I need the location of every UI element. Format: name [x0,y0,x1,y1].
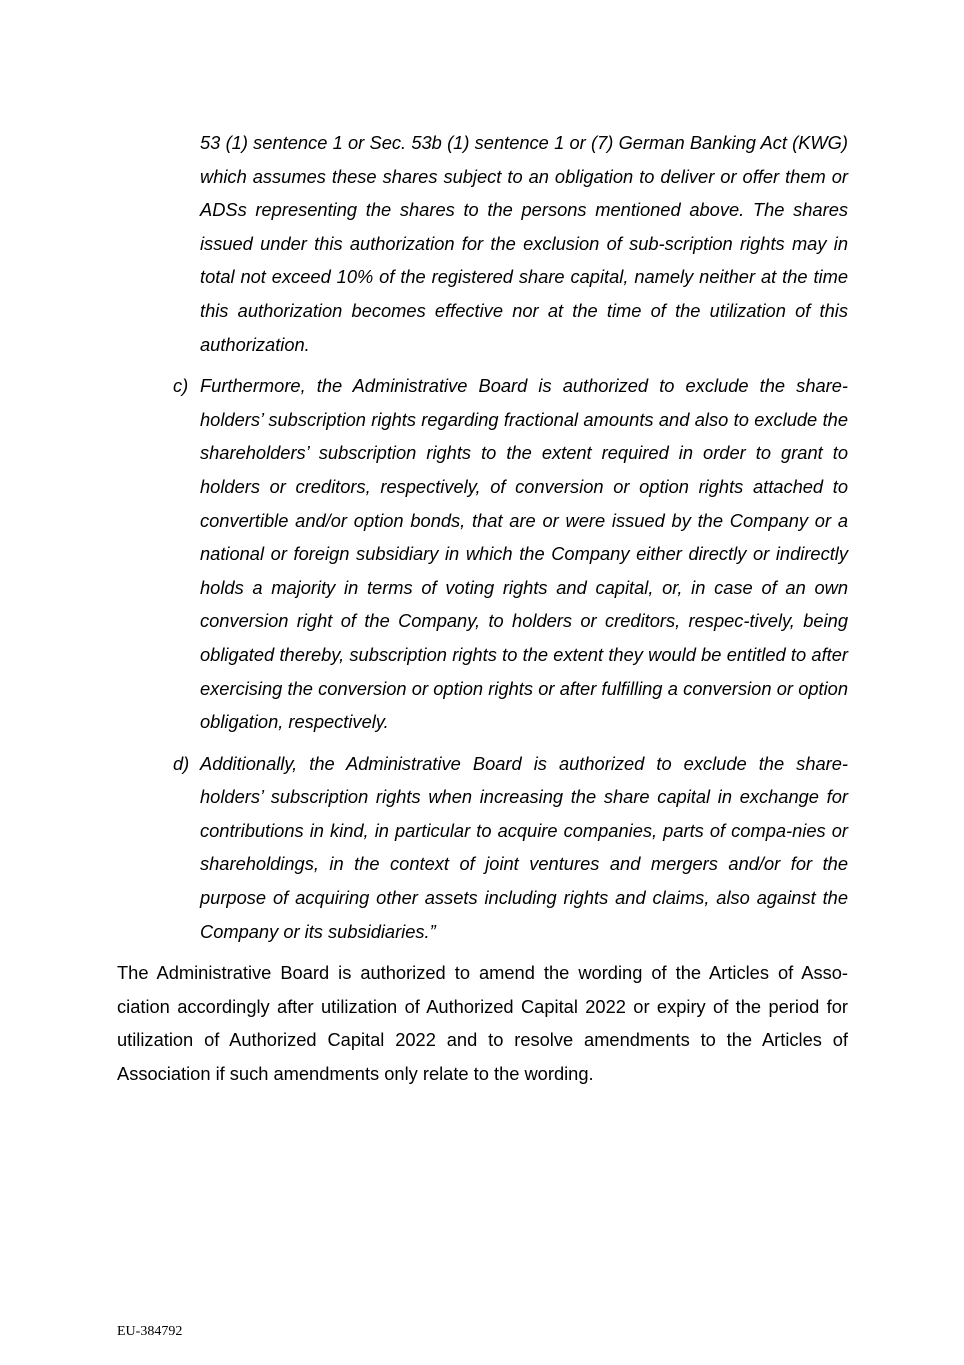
list-item-d-text: Additionally, the Administrative Board is authorized to exclude the share-holders’ subscription rights when increasing the share capital in exchange for contributions in kind, in particular to acquire companies, parts of compa-nies or shareholdings, in the context of joint ventures and mergers and/or for the purpose of acquiring other assets including rights and claims, also against the Company or its subsidiaries.” [200,752,848,942]
continuation-paragraph: 53 (1) sentence 1 or Sec. 53b (1) sentence 1 or (7) German Banking Act (KWG) which assumes these shares subject to an obligation to deliver or offer them or ADSs representing the shares to the persons mentioned above. The shares issued under this authorization for the exclusion of sub-scription rights may in total not exceed 10% of the registered share capital, namely neither at the time this authorization becomes effective nor at the time of the utilization of this authorization. [200,132,848,355]
list-marker-c: c) [173,375,189,397]
list-marker-d: d) [173,752,190,774]
closing-paragraph: The Administrative Board is authorized to amend the wording of the Articles of Asso-ciation accordingly after utilization of Authorized Capital 2022 or expiry of the period for utilization of Authorized Capital 2022 and to resolve amendments to the Articles of Association if such amendments only relate to the wording. [117,962,848,1085]
list-item-c-text: Furthermore, the Administrative Board is authorized to exclude the share-holders’ subscription rights regarding fractional amounts and also to exclude the shareholders’ subscription rights to the extent required in order to grant to holders or creditors, respectively, of conversion or option rights attached to convertible and/or option bonds, that are or were issued by the Company or a national or foreign subsidiary in which the Company either directly or indirectly holds a majority in terms of voting rights and capital, or, in case of an own conversion right of the Company, to holders or creditors, respec-tively, being obligated thereby, subscription rights to the extent they would be entitled to after exercising the conversion or option rights or after fulfilling a conversion or option obligation, respectively. [200,375,848,733]
document-body [117,126,848,1091]
list-item-d [117,747,848,949]
list-item-c [117,369,848,739]
footer-doc-id: EU-384792 [117,1324,183,1339]
